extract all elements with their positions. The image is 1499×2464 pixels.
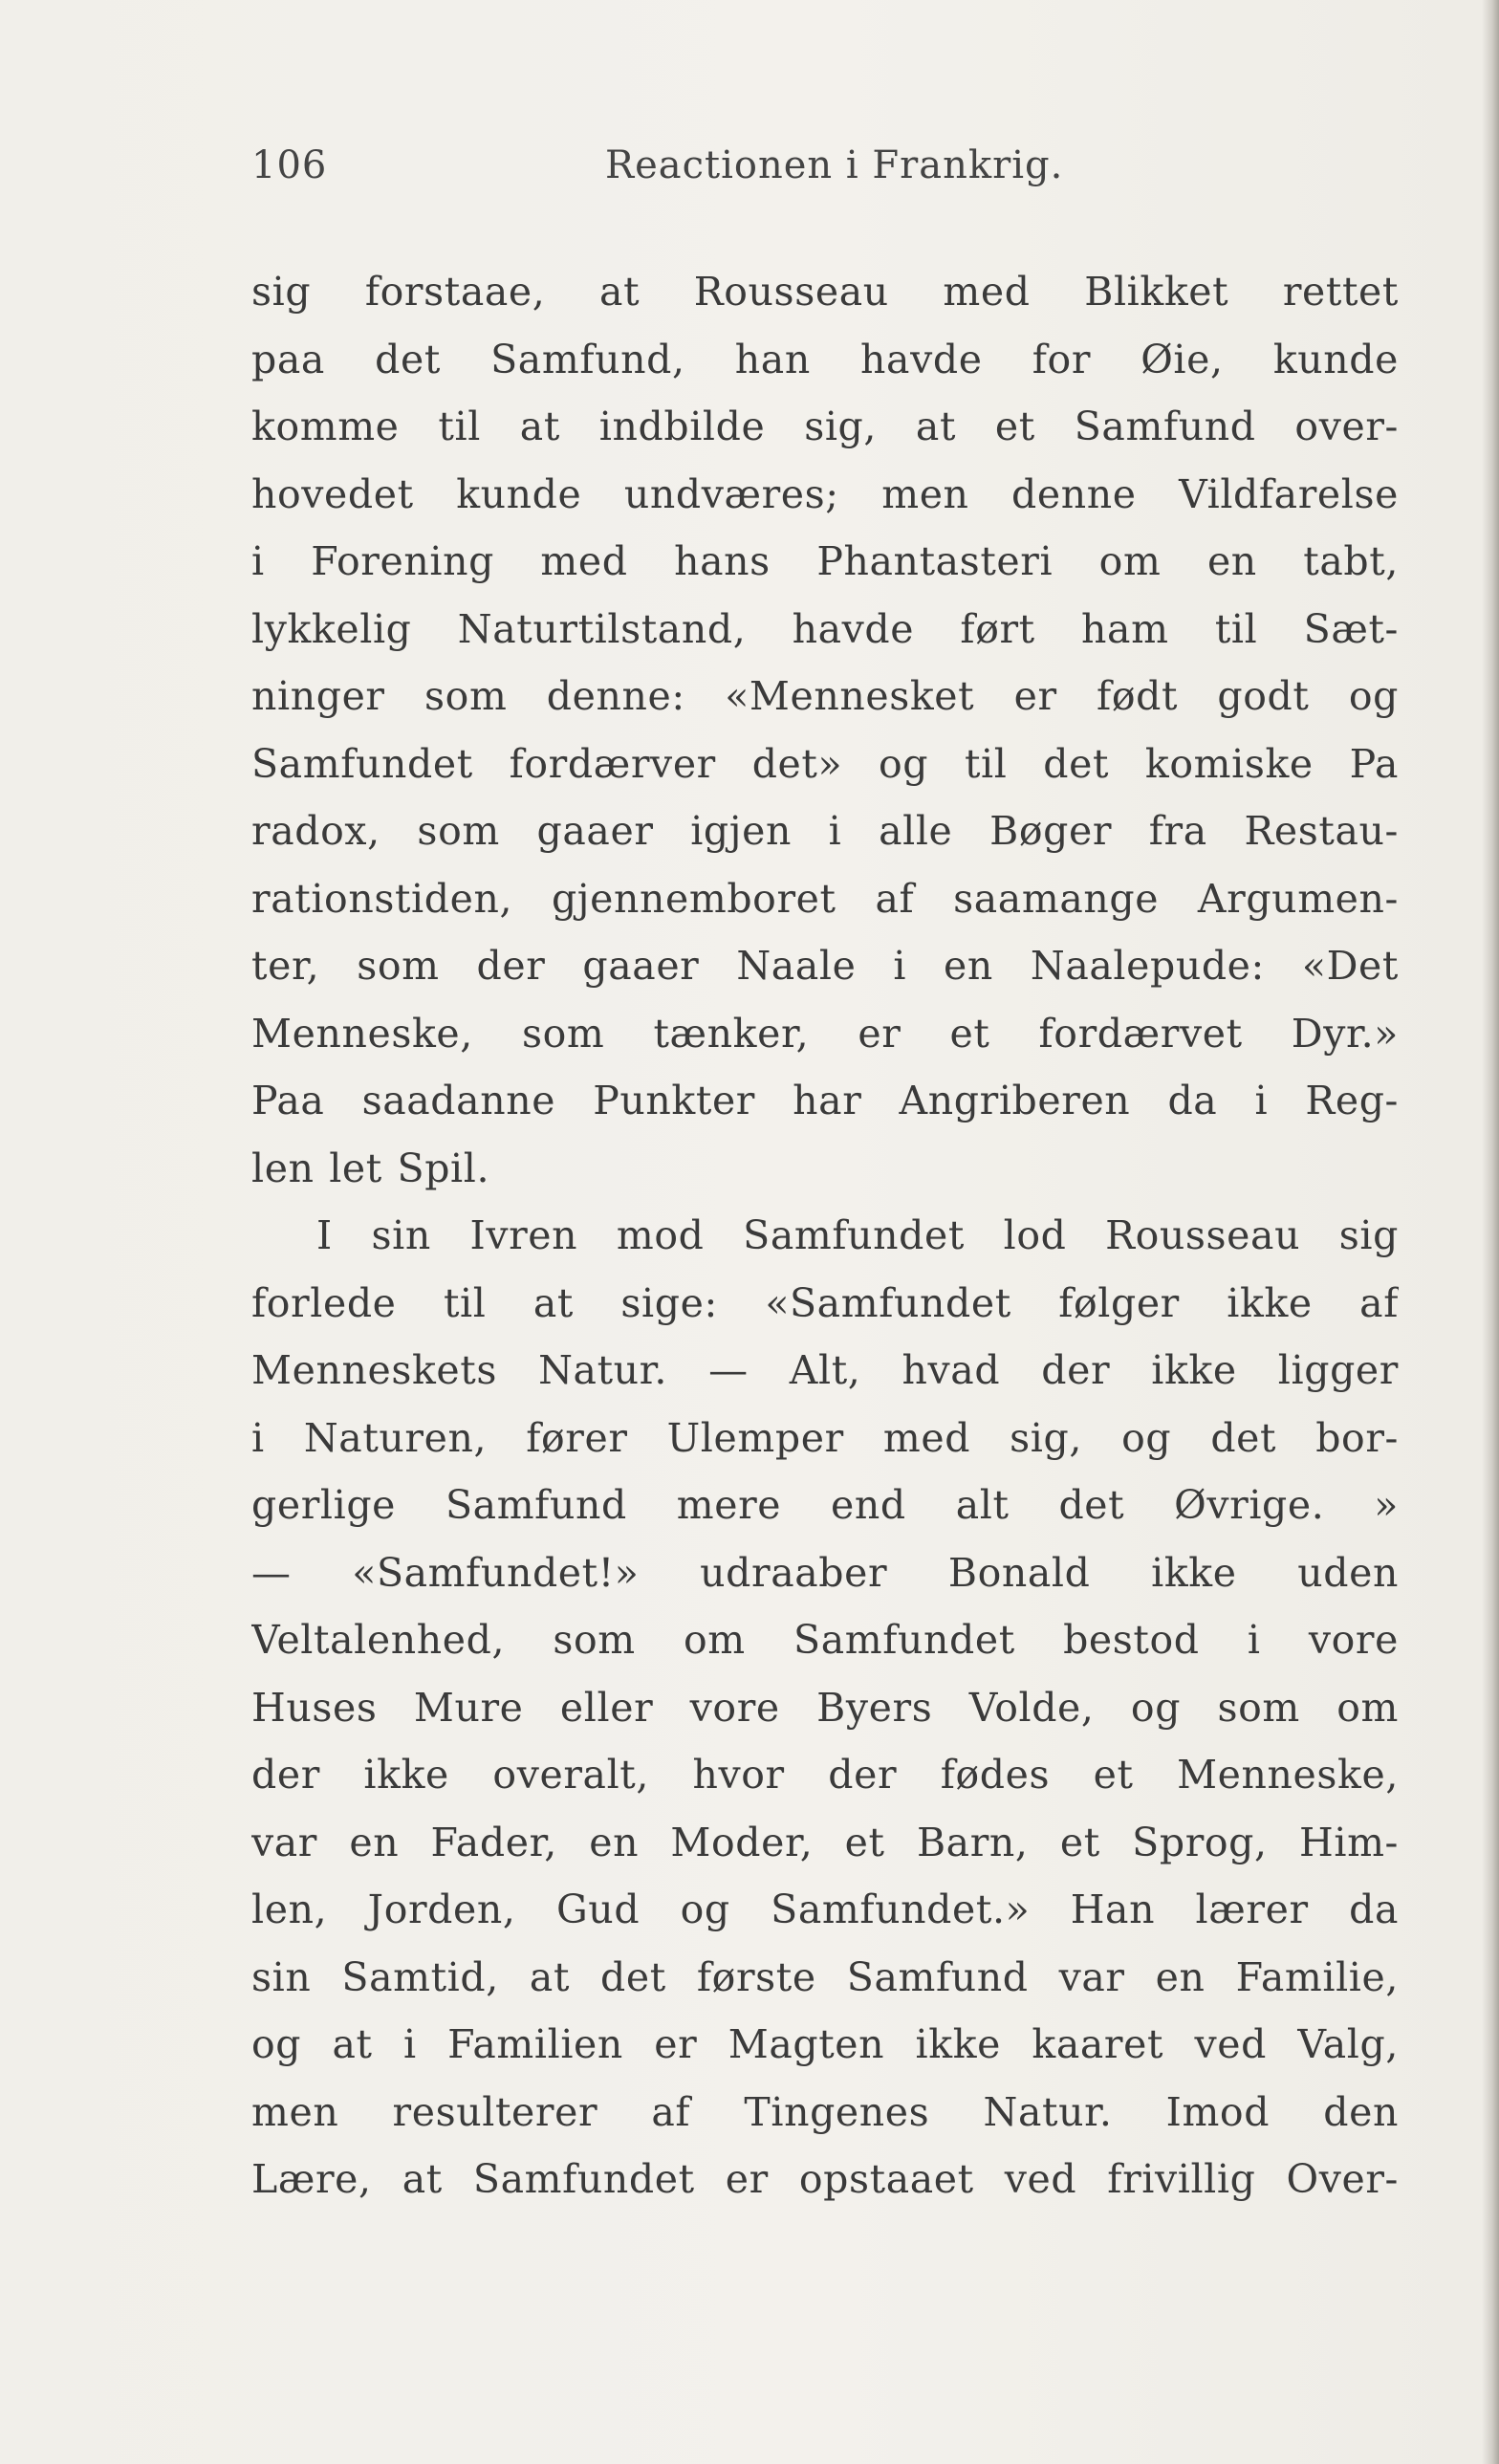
page-edge-shadow — [1482, 0, 1499, 2464]
text-line: Paa saadanne Punkter har Angriberen da i Reg- — [251, 1078, 1399, 1123]
running-title: Reactionen i Frankrig. — [605, 143, 1064, 187]
text-line: Samfundet fordærver det» og til det komiske Pa — [251, 740, 1399, 787]
text-line: I sin Ivren mod Samfundet lod Rousseau sig — [316, 1212, 1399, 1258]
text-line: Huses Mure eller vore Byers Volde, og som om — [251, 1684, 1399, 1731]
page-number: 106 — [251, 143, 328, 187]
text-line: der ikke overalt, hvor der fødes et Menneske, — [251, 1752, 1399, 1798]
text-line: hovedet kunde undværes; men denne Vildfarelse — [251, 470, 1399, 517]
text-line: sin Samtid, at det første Samfund var en Familie, — [251, 1953, 1399, 2000]
text-line: i Naturen, fører Ulemper med sig, og det bor- — [251, 1414, 1399, 1461]
text-line: radox, som gaaer igjen i alle Bøger fra Restau- — [251, 808, 1399, 854]
text-line: paa det Samfund, han havde for Øie, kunde — [251, 336, 1399, 382]
text-line: ter, som der gaaer Naale i en Naalepude: «Det — [251, 943, 1399, 989]
text-line: forlede til at sige: «Samfundet følger ikke af — [251, 1279, 1399, 1326]
text-line: komme til at indbilde sig, at et Samfund over- — [251, 403, 1399, 449]
text-line: men resulterer af Tingenes Natur. Imod den — [251, 2088, 1399, 2135]
text-line: Menneskets Natur. — Alt, hvad der ikke ligger — [251, 1347, 1399, 1393]
text-line: rationstiden, gjennemboret af saamange Argumen- — [251, 875, 1399, 922]
text-line: Menneske, som tænker, er et fordærvet Dyr.» — [251, 1010, 1399, 1057]
text-line: og at i Familien er Magten ikke kaaret ved Valg, — [251, 2021, 1399, 2067]
text-line: len, Jorden, Gud og Samfundet.» Han lærer da — [251, 1886, 1399, 1932]
text-line: Veltalenhed, som om Samfundet bestod i vore — [251, 1617, 1399, 1663]
text-line: ninger som denne: «Mennesket er født godt og — [251, 673, 1399, 719]
text-line: i Forening med hans Phantasteri om en tabt, — [251, 538, 1399, 584]
text-line: gerlige Samfund mere end alt det Øvrige. » — [251, 1482, 1399, 1528]
text-line: lykkelig Naturtilstand, havde ført ham til Sæt- — [251, 605, 1399, 652]
body-text — [251, 258, 1399, 2213]
page-header — [251, 143, 1399, 201]
text-line: len let Spil. — [251, 1145, 490, 1191]
text-line: sig forstaae, at Rousseau med Blikket rettet — [251, 269, 1399, 315]
text-line: var en Fader, en Moder, et Barn, et Sprog, Him- — [251, 1819, 1399, 1865]
text-line: Lære, at Samfundet er opstaaet ved frivillig Over- — [251, 2156, 1399, 2202]
text-line: — «Samfundet!» udraaber Bonald ikke uden — [251, 1549, 1399, 1596]
